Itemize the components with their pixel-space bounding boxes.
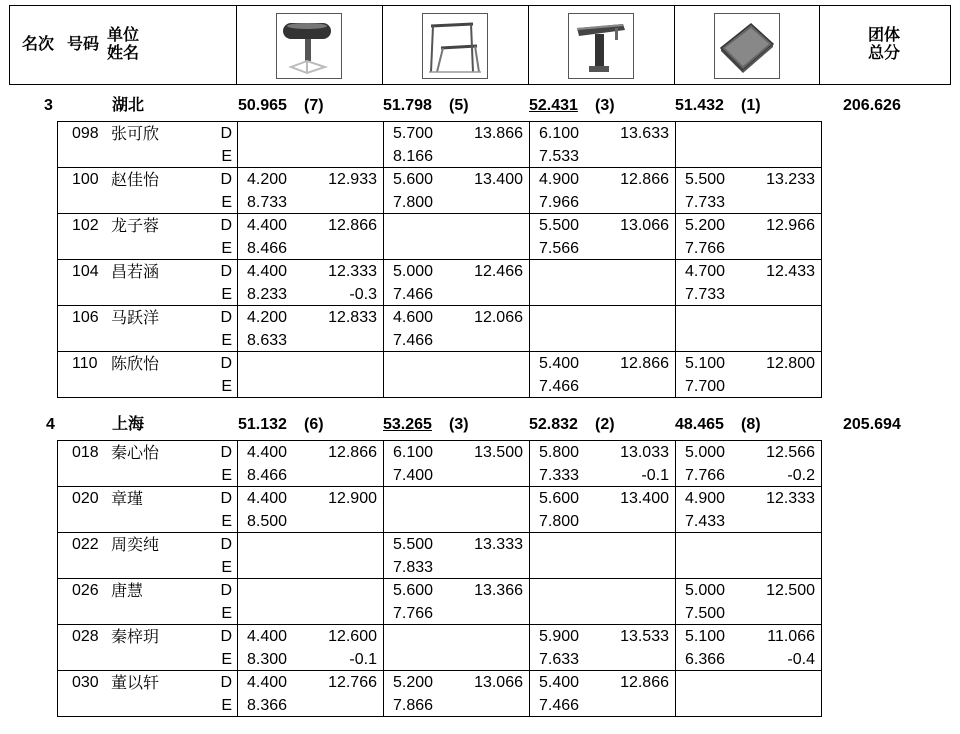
apparatus-total: 13.533 xyxy=(620,628,669,645)
athlete-number: 026 xyxy=(72,582,99,599)
team-score: 53.265 xyxy=(383,416,432,433)
athlete-row xyxy=(58,487,822,533)
e-score-label: E xyxy=(221,378,232,395)
athlete-table xyxy=(57,440,822,717)
e-score: 7.766 xyxy=(393,605,434,622)
athlete-number: 028 xyxy=(72,628,99,645)
apparatus-score-cell xyxy=(676,306,822,352)
team-total-header: 团体 xyxy=(868,27,901,44)
apparatus-total: 12.866 xyxy=(328,217,377,234)
d-score: 5.600 xyxy=(393,582,434,599)
d-score-label: D xyxy=(220,217,232,234)
e-score: 8.500 xyxy=(247,513,288,530)
apparatus-score-cell xyxy=(530,214,676,260)
athlete-cell xyxy=(58,306,238,352)
floor-icon xyxy=(714,13,780,79)
athlete-name: 章瑾 xyxy=(111,489,144,508)
team-row xyxy=(0,95,960,117)
team-score: 48.465 xyxy=(675,416,724,433)
team-score: 51.132 xyxy=(238,416,287,433)
apparatus-score-cell xyxy=(676,122,822,168)
apparatus-total: 12.800 xyxy=(766,355,815,372)
athlete-row xyxy=(58,579,822,625)
d-score: 5.700 xyxy=(393,125,434,142)
results-header xyxy=(9,5,951,85)
e-score: 8.466 xyxy=(247,467,288,484)
apparatus-score-cell xyxy=(676,441,822,487)
e-score: 7.533 xyxy=(539,148,580,165)
apparatus-score-cell xyxy=(530,306,676,352)
e-score: 8.366 xyxy=(247,697,288,714)
d-score: 5.800 xyxy=(539,444,580,461)
apparatus-score-cell xyxy=(384,352,530,398)
athlete-name: 马跃洋 xyxy=(111,308,160,327)
e-score: 7.433 xyxy=(685,513,726,530)
apparatus-total: 13.500 xyxy=(474,444,523,461)
apparatus-total: 12.933 xyxy=(328,171,377,188)
team-place: (5) xyxy=(449,97,469,114)
athlete-row xyxy=(58,168,822,214)
apparatus-total: 13.033 xyxy=(620,444,669,461)
athlete-name: 秦梓玥 xyxy=(111,627,160,646)
apparatus-score-cell xyxy=(238,214,384,260)
apparatus-score-cell xyxy=(238,671,384,717)
athlete-name: 昌若涵 xyxy=(111,262,160,281)
athlete-number: 020 xyxy=(72,490,99,507)
d-score: 5.600 xyxy=(539,490,580,507)
team-score: 52.832 xyxy=(529,416,578,433)
apparatus-score-cell xyxy=(238,306,384,352)
e-score: 8.300 xyxy=(247,651,288,668)
apparatus-score-cell xyxy=(238,352,384,398)
e-score: 7.833 xyxy=(393,559,434,576)
athlete-name: 龙子蓉 xyxy=(111,216,160,235)
rank-header: 名次 xyxy=(22,36,55,53)
d-score: 4.400 xyxy=(247,490,288,507)
d-score: 4.400 xyxy=(247,444,288,461)
athlete-cell xyxy=(58,441,238,487)
e-score: 7.866 xyxy=(393,697,434,714)
team-total-header-2: 总分 xyxy=(868,45,901,62)
team-row xyxy=(0,414,960,436)
d-score-label: D xyxy=(220,125,232,142)
penalty: -0.3 xyxy=(349,286,377,303)
team-place: (3) xyxy=(449,416,469,433)
apparatus-score-cell xyxy=(384,122,530,168)
apparatus-score-cell xyxy=(238,487,384,533)
apparatus-score-cell xyxy=(384,671,530,717)
apparatus-total: 13.866 xyxy=(474,125,523,142)
apparatus-score-cell xyxy=(676,625,822,671)
team-total: 205.694 xyxy=(843,416,901,433)
apparatus-total: 12.866 xyxy=(328,444,377,461)
athlete-row xyxy=(58,260,822,306)
team-total: 206.626 xyxy=(843,97,901,114)
d-score-label: D xyxy=(220,582,232,599)
apparatus-total: 12.866 xyxy=(620,171,669,188)
athlete-cell xyxy=(58,260,238,306)
d-score: 4.200 xyxy=(247,309,288,326)
team-place: (6) xyxy=(304,416,324,433)
team-score: 52.431 xyxy=(529,97,578,114)
apparatus-score-cell xyxy=(530,671,676,717)
apparatus-total: 12.333 xyxy=(328,263,377,280)
team-rank: 4 xyxy=(46,416,55,433)
team-place: (2) xyxy=(595,416,615,433)
apparatus-score-cell xyxy=(384,260,530,306)
apparatus-score-cell xyxy=(238,122,384,168)
apparatus-total: 12.500 xyxy=(766,582,815,599)
d-score: 5.400 xyxy=(539,355,580,372)
d-score-label: D xyxy=(220,490,232,507)
d-score: 4.400 xyxy=(247,217,288,234)
e-score-label: E xyxy=(221,286,232,303)
athlete-cell xyxy=(58,625,238,671)
apparatus-total: 13.400 xyxy=(620,490,669,507)
apparatus-score-cell xyxy=(238,625,384,671)
e-score: 7.633 xyxy=(539,651,580,668)
e-score: 7.466 xyxy=(393,332,434,349)
d-score: 5.000 xyxy=(685,444,726,461)
apparatus-score-cell xyxy=(676,533,822,579)
d-score: 5.100 xyxy=(685,628,726,645)
apparatus-score-cell xyxy=(530,533,676,579)
e-score-label: E xyxy=(221,697,232,714)
athlete-row xyxy=(58,671,822,717)
apparatus-score-cell xyxy=(530,579,676,625)
athlete-row xyxy=(58,214,822,260)
apparatus-total: 13.366 xyxy=(474,582,523,599)
athlete-cell xyxy=(58,579,238,625)
e-score: 7.766 xyxy=(685,240,726,257)
d-score-label: D xyxy=(220,171,232,188)
apparatus-score-cell xyxy=(384,306,530,352)
apparatus-score-cell xyxy=(676,168,822,214)
d-score: 5.000 xyxy=(685,582,726,599)
apparatus-score-cell xyxy=(530,122,676,168)
penalty: -0.1 xyxy=(641,467,669,484)
e-score: 7.800 xyxy=(539,513,580,530)
penalty: -0.4 xyxy=(787,651,815,668)
athlete-number: 030 xyxy=(72,674,99,691)
d-score: 5.500 xyxy=(539,217,580,234)
d-score: 5.900 xyxy=(539,628,580,645)
apparatus-total: 13.400 xyxy=(474,171,523,188)
team-score: 50.965 xyxy=(238,97,287,114)
apparatus-score-cell xyxy=(238,579,384,625)
apparatus-score-cell xyxy=(384,168,530,214)
d-score: 4.900 xyxy=(685,490,726,507)
d-score: 5.400 xyxy=(539,674,580,691)
d-score: 4.400 xyxy=(247,628,288,645)
athlete-row xyxy=(58,533,822,579)
e-score-label: E xyxy=(221,605,232,622)
balance-beam-icon xyxy=(568,13,634,79)
athlete-number: 022 xyxy=(72,536,99,553)
d-score: 6.100 xyxy=(393,444,434,461)
apparatus-total: 12.333 xyxy=(766,490,815,507)
athlete-number: 098 xyxy=(72,125,99,142)
name-header: 姓名 xyxy=(107,45,140,62)
apparatus-total: 12.466 xyxy=(474,263,523,280)
apparatus-score-cell xyxy=(530,625,676,671)
apparatus-total: 13.066 xyxy=(620,217,669,234)
e-score: 7.466 xyxy=(539,697,580,714)
athlete-number: 104 xyxy=(72,263,99,280)
d-score: 5.000 xyxy=(393,263,434,280)
athlete-name: 赵佳怡 xyxy=(111,170,160,189)
apparatus-total: 12.866 xyxy=(620,674,669,691)
apparatus-total: 13.233 xyxy=(766,171,815,188)
d-score: 5.100 xyxy=(685,355,726,372)
athlete-number: 102 xyxy=(72,217,99,234)
athlete-cell xyxy=(58,533,238,579)
d-score: 5.500 xyxy=(685,171,726,188)
athlete-row xyxy=(58,306,822,352)
d-score: 5.600 xyxy=(393,171,434,188)
team-score: 51.798 xyxy=(383,97,432,114)
athlete-cell xyxy=(58,214,238,260)
e-score-label: E xyxy=(221,559,232,576)
penalty: -0.1 xyxy=(349,651,377,668)
d-score: 4.400 xyxy=(247,263,288,280)
team-place: (7) xyxy=(304,97,324,114)
e-score-label: E xyxy=(221,194,232,211)
athlete-row xyxy=(58,122,822,168)
apparatus-score-cell xyxy=(676,671,822,717)
apparatus-score-cell xyxy=(384,579,530,625)
d-score: 5.200 xyxy=(393,674,434,691)
team-name: 湖北 xyxy=(112,97,145,114)
apparatus-score-cell xyxy=(676,352,822,398)
apparatus-score-cell xyxy=(384,533,530,579)
athlete-number: 100 xyxy=(72,171,99,188)
d-score: 4.400 xyxy=(247,674,288,691)
athlete-name: 秦心怡 xyxy=(111,443,160,462)
apparatus-total: 12.866 xyxy=(620,355,669,372)
apparatus-score-cell xyxy=(238,533,384,579)
d-score-label: D xyxy=(220,674,232,691)
e-score: 7.800 xyxy=(393,194,434,211)
apparatus-score-cell xyxy=(530,441,676,487)
d-score-label: D xyxy=(220,263,232,280)
apparatus-total: 12.900 xyxy=(328,490,377,507)
e-score: 7.966 xyxy=(539,194,580,211)
apparatus-score-cell xyxy=(384,214,530,260)
athlete-number: 110 xyxy=(72,355,98,372)
apparatus-total: 12.966 xyxy=(766,217,815,234)
e-score: 7.700 xyxy=(685,378,726,395)
apparatus-score-cell xyxy=(530,168,676,214)
athlete-row xyxy=(58,625,822,671)
number-header: 号码 xyxy=(67,36,100,53)
athlete-name: 周奕纯 xyxy=(111,535,160,554)
athlete-number: 018 xyxy=(72,444,99,461)
d-score: 4.200 xyxy=(247,171,288,188)
e-score: 7.466 xyxy=(393,286,434,303)
e-score: 8.466 xyxy=(247,240,288,257)
e-score: 7.500 xyxy=(685,605,726,622)
d-score-label: D xyxy=(220,536,232,553)
e-score: 8.633 xyxy=(247,332,288,349)
apparatus-score-cell xyxy=(676,214,822,260)
apparatus-score-cell xyxy=(238,441,384,487)
apparatus-score-cell xyxy=(384,441,530,487)
e-score-label: E xyxy=(221,148,232,165)
apparatus-total: 12.433 xyxy=(766,263,815,280)
apparatus-total: 12.766 xyxy=(328,674,377,691)
penalty: -0.2 xyxy=(787,467,815,484)
athlete-name: 张可欣 xyxy=(111,124,160,143)
team-score: 51.432 xyxy=(675,97,724,114)
e-score-label: E xyxy=(221,467,232,484)
e-score: 7.333 xyxy=(539,467,580,484)
unit-header: 单位 xyxy=(107,27,140,44)
team-place: (3) xyxy=(595,97,615,114)
apparatus-total: 12.833 xyxy=(328,309,377,326)
athlete-row xyxy=(58,441,822,487)
apparatus-score-cell xyxy=(676,487,822,533)
athlete-number: 106 xyxy=(72,309,99,326)
athlete-name: 唐慧 xyxy=(111,581,144,600)
d-score-label: D xyxy=(220,628,232,645)
team-name: 上海 xyxy=(112,416,145,433)
apparatus-score-cell xyxy=(384,487,530,533)
e-score-label: E xyxy=(221,513,232,530)
apparatus-score-cell xyxy=(530,487,676,533)
e-score: 7.566 xyxy=(539,240,580,257)
apparatus-score-cell xyxy=(384,625,530,671)
e-score: 8.733 xyxy=(247,194,288,211)
athlete-cell xyxy=(58,122,238,168)
athlete-cell xyxy=(58,671,238,717)
apparatus-score-cell xyxy=(530,260,676,306)
apparatus-score-cell xyxy=(676,579,822,625)
e-score: 7.400 xyxy=(393,467,434,484)
apparatus-score-cell xyxy=(238,260,384,306)
athlete-name: 陈欣怡 xyxy=(111,354,160,373)
vault-icon xyxy=(276,13,342,79)
athlete-cell xyxy=(58,168,238,214)
e-score: 8.166 xyxy=(393,148,434,165)
team-place: (8) xyxy=(741,416,761,433)
apparatus-total: 12.566 xyxy=(766,444,815,461)
d-score: 6.100 xyxy=(539,125,580,142)
apparatus-score-cell xyxy=(238,168,384,214)
e-score: 7.733 xyxy=(685,194,726,211)
e-score: 6.366 xyxy=(685,651,726,668)
apparatus-score-cell xyxy=(530,352,676,398)
apparatus-total: 12.600 xyxy=(328,628,377,645)
e-score: 7.466 xyxy=(539,378,580,395)
e-score-label: E xyxy=(221,332,232,349)
e-score: 8.233 xyxy=(247,286,288,303)
team-place: (1) xyxy=(741,97,761,114)
d-score: 4.700 xyxy=(685,263,726,280)
e-score-label: E xyxy=(221,240,232,257)
athlete-table xyxy=(57,121,822,398)
d-score: 4.900 xyxy=(539,171,580,188)
apparatus-total: 12.066 xyxy=(474,309,523,326)
athlete-row xyxy=(58,352,822,398)
athlete-cell xyxy=(58,352,238,398)
d-score-label: D xyxy=(220,444,232,461)
apparatus-total: 11.066 xyxy=(767,628,815,645)
apparatus-score-cell xyxy=(676,260,822,306)
e-score: 7.766 xyxy=(685,467,726,484)
e-score-label: E xyxy=(221,651,232,668)
e-score: 7.733 xyxy=(685,286,726,303)
d-score: 5.200 xyxy=(685,217,726,234)
d-score-label: D xyxy=(220,355,232,372)
athlete-name: 董以轩 xyxy=(111,673,160,692)
athlete-cell xyxy=(58,487,238,533)
d-score: 5.500 xyxy=(393,536,434,553)
uneven-bars-icon xyxy=(422,13,488,79)
team-rank: 3 xyxy=(44,97,53,114)
apparatus-total: 13.333 xyxy=(474,536,523,553)
d-score: 4.600 xyxy=(393,309,434,326)
apparatus-total: 13.633 xyxy=(620,125,669,142)
apparatus-total: 13.066 xyxy=(474,674,523,691)
d-score-label: D xyxy=(220,309,232,326)
